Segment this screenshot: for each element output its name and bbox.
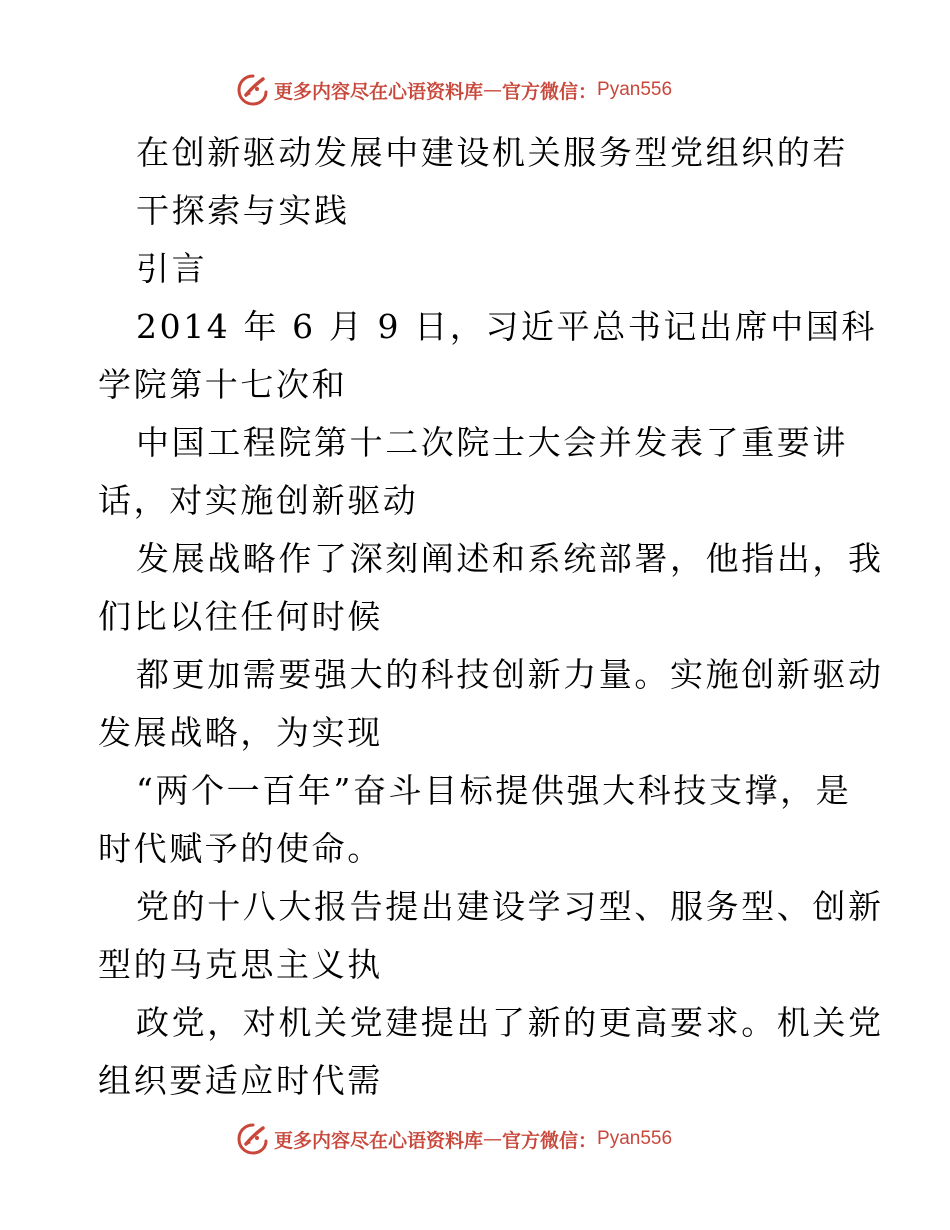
watermark-wechat-label: 官方微信： [502, 1129, 598, 1152]
document-title-line: 干探索与实践 [136, 191, 350, 230]
watermark-separator: — [483, 1128, 503, 1150]
paragraph-line: 政党，对机关党建提出了新的更高要求。机关党 [136, 1003, 884, 1042]
document-body [98, 124, 884, 1110]
paragraph-line: 学院第十七次和 [98, 365, 348, 404]
paragraph-line: 发展战略作了深刻阐述和系统部署，他指出，我 [136, 539, 884, 578]
watermark-separator: — [483, 79, 503, 101]
watermark-site-text: 更多内容尽在心语资料库 [274, 80, 484, 103]
paragraph-line: 2014 年 6 月 9 日，习近平总书记出席中国科 [136, 307, 878, 346]
pen-swirl-logo-icon [236, 1122, 270, 1156]
paragraph-line: 话，对实施创新驱动 [98, 481, 419, 520]
paragraph-line: 时代赋予的使命。 [98, 829, 383, 868]
watermark-footer [236, 1122, 672, 1156]
paragraph-line: 都更加需要强大的科技创新力量。实施创新驱动 [136, 655, 884, 694]
pen-swirl-logo-icon [236, 73, 270, 107]
section-heading: 引言 [136, 249, 208, 288]
paragraph-line: 型的马克思主义执 [98, 945, 383, 984]
watermark-wechat-id: Pyan556 [597, 79, 673, 100]
paragraph-line: 们比以往任何时候 [98, 597, 383, 636]
paragraph-line: 党的十八大报告提出建设学习型、服务型、创新 [136, 887, 884, 926]
watermark-header [236, 73, 672, 107]
watermark-wechat-id: Pyan556 [597, 1128, 673, 1149]
paragraph-line: “两个一百年”奋斗目标提供强大科技支撑，是 [136, 771, 852, 810]
paragraph-line: 组织要适应时代需 [98, 1061, 383, 1100]
paragraph-line: 发展战略，为实现 [98, 713, 383, 752]
watermark-site-text: 更多内容尽在心语资料库 [274, 1129, 484, 1152]
paragraph-line: 中国工程院第十二次院士大会并发表了重要讲 [136, 423, 848, 462]
document-title-line: 在创新驱动发展中建设机关服务型党组织的若 [136, 133, 848, 172]
watermark-wechat-label: 官方微信： [502, 80, 598, 103]
